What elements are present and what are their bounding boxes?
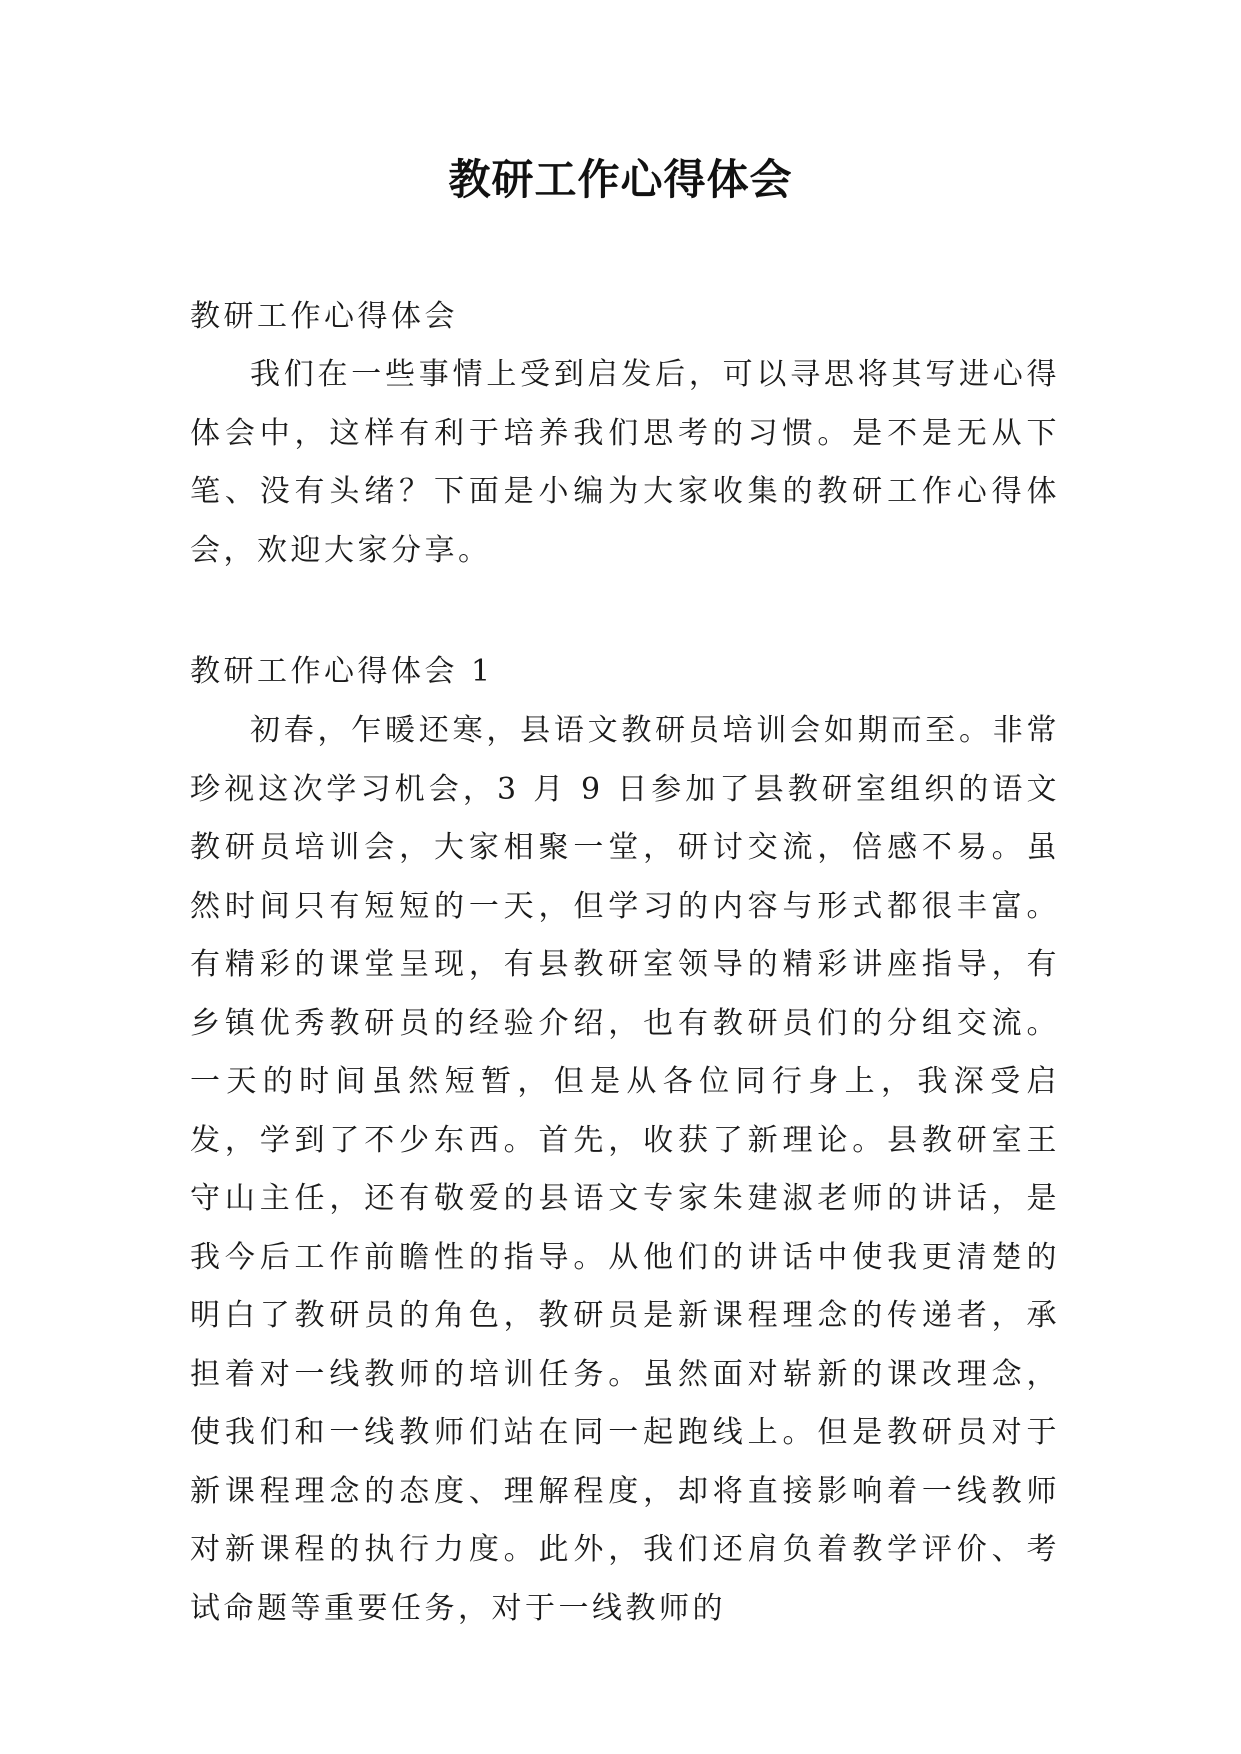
document-title: 教研工作心得体会 xyxy=(448,155,793,204)
section-paragraph: 初春，乍暖还寒，县语文教研员培训会如期而至。非常珍视这次学习机会，3 月 9 日参加了县教研室组织的语文教研员培训会，大家相聚一堂，研讨交流，倍感不易。虽然时间只有短短的一天，但学习的内容与形式都很丰富。有精彩的课堂呈现，有县教研室领导的精彩讲座指导，有乡镇优秀教研员的经验介绍，也有教研员们的分组交流。一天的时间虽然短暂，但是从各位同行身上，我深受启发，学到了不少东西。首先，收获了新理论。县教研室王守山主任，还有敬爱的县语文专家朱建淑老师的讲话，是我今后工作前瞻性的指导。从他们的讲话中使我更清楚的明白了教研员的角色，教研员是新课程理念的传递者，承担着对一线教师的培训任务。虽然面对崭新的课改理念，使我们和一线教师们站在同一起跑线上。但是教研员对于新课程理念的态度、理解程度，却将直接影响着一线教师对新课程的执行力度。此外，我们还肩负着教学评价、考试命题等重要任务，对于一线教师的 xyxy=(190,713,1060,1626)
section-heading: 教研工作心得体会 1 xyxy=(190,654,494,689)
intro-paragraph: 我们在一些事情上受到启发后，可以寻思将其写进心得体会中，这样有利于培养我们思考的习惯。是不是无从下笔、没有头绪？下面是小编为大家收集的教研工作心得体会，欢迎大家分享。 xyxy=(190,357,1060,568)
intro-heading: 教研工作心得体会 xyxy=(190,299,458,334)
